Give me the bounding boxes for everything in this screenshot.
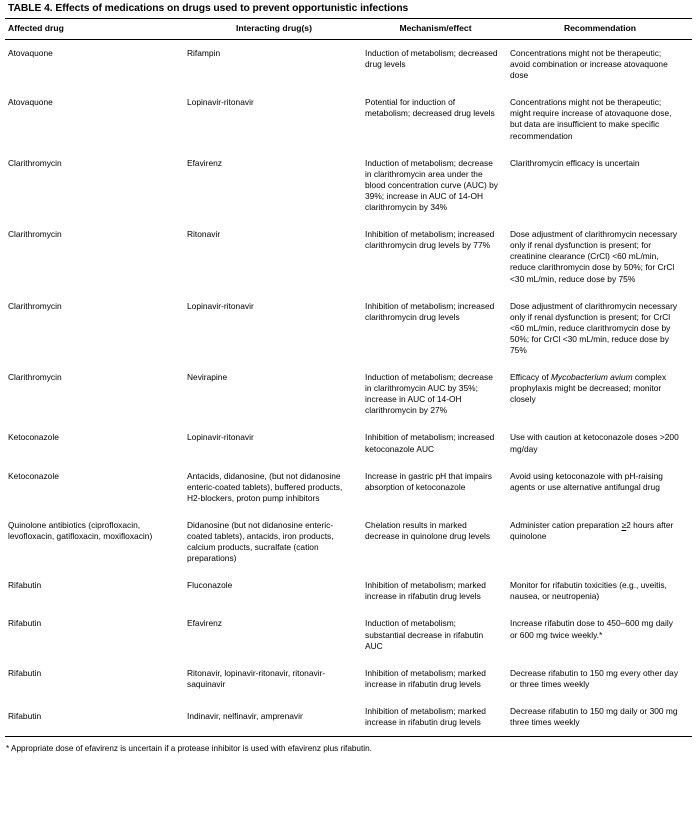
recommendation-cell: Dose adjustment of clarithromycin necessary only if renal dysfunction is present; for creatinine clearance (CrCl) <60 mL/min, reduce clarithromycin dose by 50%; for CrCl <30 mL/min, reduce dose by 75% bbox=[510, 229, 678, 284]
mechanism-effect-cell: Inhibition of metabolism; increased ketoconazole AUC bbox=[365, 432, 495, 454]
table-row bbox=[5, 660, 692, 698]
mechanism-effect-cell: Inhibition of metabolism; increased clarithromycin drug levels by 77% bbox=[365, 229, 495, 251]
recommendation-cell: Decrease rifabutin to 150 mg every other day or three times weekly bbox=[510, 667, 679, 689]
medication-interactions-table bbox=[5, 19, 692, 736]
table-row bbox=[5, 40, 692, 90]
interacting-drugs-cell: Lopinavir-ritonavir bbox=[187, 300, 254, 311]
affected-drug-cell: Rifabutin bbox=[8, 618, 42, 629]
mechanism-effect-cell: Inhibition of metabolism; marked increase in rifabutin drug levels bbox=[365, 580, 486, 602]
footnote-text: Appropriate dose of efavirenz is uncertain if a protease inhibitor is used with efavirenz plus rifabutin. bbox=[9, 744, 372, 754]
affected-drug-cell: Atovaquone bbox=[8, 97, 53, 108]
interacting-drugs-cell: Ritonavir bbox=[187, 229, 221, 240]
recommendation-cell: Avoid using ketoconazole with pH-raising agents or use alternative antifungal drug bbox=[510, 470, 663, 492]
table-row bbox=[5, 221, 692, 292]
mechanism-effect-cell: Increase in gastric pH that impairs absorption of ketoconazole bbox=[365, 470, 492, 492]
text-run: 2 hours after quinolone bbox=[510, 519, 674, 541]
mechanism-effect-cell: Induction of metabolism; decrease in clarithromycin AUC by 35%; increase in AUC of 14-OH clarithromycin by 27% bbox=[365, 372, 493, 416]
affected-drug-cell: Ketoconazole bbox=[8, 470, 59, 481]
column-header-interacting-drugs: Interacting drug(s) bbox=[236, 23, 312, 33]
interacting-drugs-cell: Ritonavir, lopinavir-ritonavir, ritonavir-saquinavir bbox=[187, 667, 326, 689]
table-header-row bbox=[5, 19, 692, 40]
affected-drug-cell: Rifabutin bbox=[8, 580, 42, 591]
interacting-drugs-cell: Rifampin bbox=[187, 48, 221, 58]
interacting-drugs-cell: Efavirenz bbox=[187, 618, 223, 629]
table-row bbox=[5, 293, 692, 364]
recommendation-cell: Increase rifabutin dose to 450–600 mg daily or 600 mg twice weekly.* bbox=[510, 618, 673, 640]
mechanism-effect-cell: Inhibition of metabolism; increased clarithromycin drug levels bbox=[365, 300, 495, 322]
text-run: Efficacy of bbox=[510, 372, 551, 383]
table-footnote bbox=[0, 737, 697, 754]
recommendation-cell: Dose adjustment of clarithromycin necessary only if renal dysfunction is present; for CrCl <60 mL/min, reduce clarithromycin dose by 50%; for CrCl <30 mL/min, reduce dose by 75% bbox=[510, 300, 678, 355]
recommendation-cell: Concentrations might not be therapeutic; avoid combination or increase atovaquone dose bbox=[510, 48, 668, 81]
mechanism-effect-cell: Potential for induction of metabolism; decreased drug levels bbox=[365, 97, 495, 119]
table-body bbox=[5, 40, 692, 737]
italic-term: Mycobacterium avium bbox=[550, 372, 633, 383]
footnote-marker: * bbox=[6, 744, 10, 754]
mechanism-effect-cell: Induction of metabolism; substantial decrease in rifabutin AUC bbox=[365, 618, 484, 651]
text-run: complex prophylaxis might be decreased; monitor closely bbox=[510, 372, 667, 405]
affected-drug-cell: Rifabutin bbox=[8, 667, 42, 678]
interacting-drugs-cell: Fluconazole bbox=[187, 580, 233, 591]
affected-drug-cell: Quinolone antibiotics (ciprofloxacin, levofloxacin, gatifloxacin, moxifloxacin) bbox=[8, 519, 153, 541]
interacting-drugs-cell: Lopinavir-ritonavir bbox=[187, 97, 254, 108]
affected-drug-cell: Ketoconazole bbox=[8, 432, 59, 443]
mechanism-effect-cell: Inhibition of metabolism; marked increase in rifabutin drug levels bbox=[365, 667, 486, 689]
interacting-drugs-cell: Efavirenz bbox=[187, 157, 223, 168]
interacting-drugs-cell: Lopinavir-ritonavir bbox=[187, 432, 254, 443]
table-row bbox=[5, 89, 692, 149]
recommendation-cell: Concentrations might not be therapeutic; might require increase of atovaquone dose, but data are insufficient to make specific recommendation bbox=[510, 97, 672, 141]
mechanism-effect-cell: Induction of metabolism; decreased drug levels bbox=[365, 48, 498, 70]
greater-than-or-equal-symbol: ≥ bbox=[621, 519, 627, 530]
affected-drug-cell: Clarithromycin bbox=[8, 157, 62, 168]
recommendation-cell bbox=[508, 364, 692, 424]
table-row bbox=[5, 424, 692, 462]
recommendation-cell: Monitor for rifabutin toxicities (e.g., uveitis, nausea, or neutropenia) bbox=[510, 580, 667, 602]
affected-drug-cell: Atovaquone bbox=[8, 48, 53, 58]
mechanism-effect-cell: Chelation results in marked decrease in quinolone drug levels bbox=[365, 519, 491, 541]
interacting-drugs-cell: Didanosine (but not didanosine enteric-coated tablets), antacids, iron products, calcium products, sucralfate (cation preparations) bbox=[187, 519, 334, 564]
column-header-mechanism-effect: Mechanism/effect bbox=[399, 23, 472, 33]
table-header bbox=[5, 19, 692, 40]
table-title: TABLE 4. Effects of medications on drugs used to prevent opportunistic infections bbox=[8, 3, 409, 14]
recommendation-cell: Clarithromycin efficacy is uncertain bbox=[510, 157, 640, 168]
recommendation-cell: Decrease rifabutin to 150 mg daily or 300 mg three times weekly bbox=[510, 705, 678, 728]
interacting-drugs-cell: Indinavir, nelfinavir, amprenavir bbox=[187, 711, 303, 722]
table-row bbox=[5, 364, 692, 424]
recommendation-cell bbox=[508, 512, 692, 572]
table-row bbox=[5, 698, 692, 736]
interacting-drugs-cell: Nevirapine bbox=[187, 372, 228, 383]
affected-drug-cell: Clarithromycin bbox=[8, 300, 62, 311]
recommendation-cell: Use with caution at ketoconazole doses >200 mg/day bbox=[510, 432, 679, 454]
affected-drug-cell: Rifabutin bbox=[8, 711, 42, 722]
mechanism-effect-cell: Inhibition of metabolism; marked increase in rifabutin drug levels bbox=[365, 705, 486, 728]
column-header-recommendation: Recommendation bbox=[563, 23, 637, 33]
table-row bbox=[5, 463, 692, 512]
affected-drug-cell: Clarithromycin bbox=[8, 229, 62, 240]
interacting-drugs-cell: Antacids, didanosine, (but not didanosine enteric-coated tablets), buffered products, H2-blockers, proton pump inhibitors bbox=[187, 470, 343, 503]
affected-drug-cell: Clarithromycin bbox=[8, 372, 62, 383]
table-row bbox=[5, 150, 692, 221]
text-run: Administer cation preparation bbox=[510, 519, 622, 530]
column-header-affected-drug: Affected drug bbox=[8, 23, 64, 33]
table-row bbox=[5, 572, 692, 610]
mechanism-effect-cell: Induction of metabolism; decrease in clarithromycin area under the blood concentration curve (AUC) by 39%; increase in AUC of 14-OH clarithromycin by 34% bbox=[365, 157, 499, 213]
table-row bbox=[5, 610, 692, 659]
table-row bbox=[5, 512, 692, 572]
